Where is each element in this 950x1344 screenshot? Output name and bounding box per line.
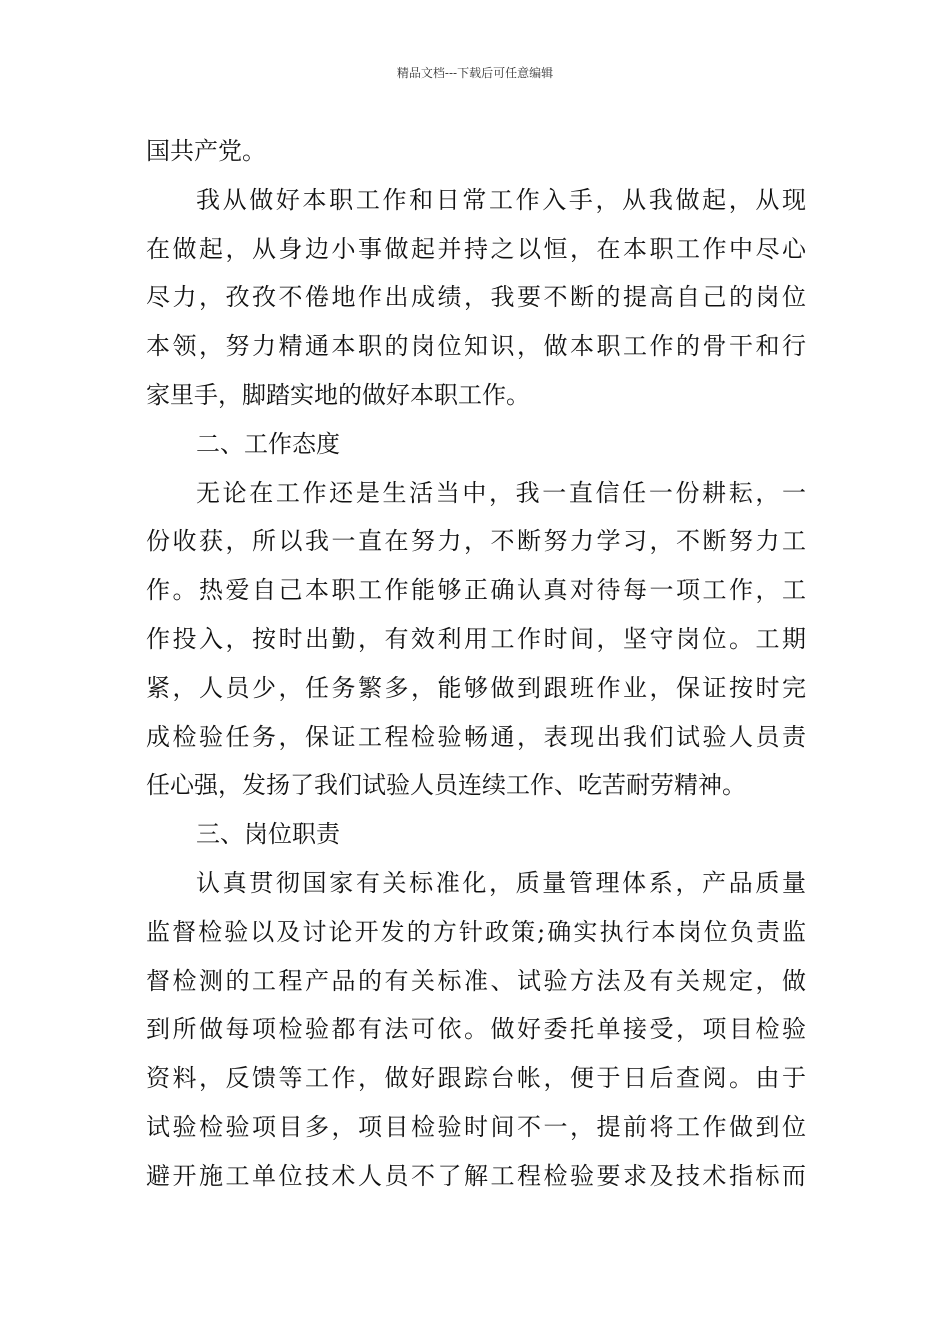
document-body: [146, 127, 806, 1201]
section-heading: 二、工作态度: [196, 429, 340, 458]
text-line: 家里手，脚踏实地的做好本职工作。: [146, 380, 530, 409]
section-heading: 三、岗位职责: [196, 820, 340, 849]
paragraph-first-line: 无论在工作还是生活当中，我一直信任一份耕耘，一: [196, 478, 806, 507]
paragraph-first-line: 认真贯彻国家有关标准化，质量管理体系，产品质量: [196, 868, 806, 897]
page-header: 精品文档---下载后可任意编辑: [396, 66, 554, 80]
text-line: 成检验任务，保证工程检验畅通，表现出我们试验人员责: [146, 722, 806, 751]
text-line: 国共产党。: [146, 137, 266, 165]
text-line: 试验检验项目多，项目检验时间不一，提前将工作做到位: [146, 1112, 806, 1141]
text-line: 作投入，按时出勤，有效利用工作时间，坚守岗位。工期: [146, 624, 806, 653]
text-line: 尽力，孜孜不倦地作出成绩，我要不断的提高自己的岗位: [146, 283, 806, 312]
text-line: 避开施工单位技术人员不了解工程检验要求及技术指标而: [146, 1161, 806, 1190]
text-line: 紧，人员少，任务繁多，能够做到跟班作业，保证按时完: [146, 673, 806, 702]
text-line: 在做起，从身边小事做起并持之以恒，在本职工作中尽心: [146, 234, 806, 263]
text-line: 份收获，所以我一直在努力，不断努力学习，不断努力工: [146, 527, 806, 556]
text-line: 监督检验以及讨论开发的方针政策;确实执行本岗位负责监: [146, 917, 806, 946]
paragraph-first-line: 我从做好本职工作和日常工作入手，从我做起，从现: [196, 185, 806, 214]
text-line: 任心强，发扬了我们试验人员连续工作、吃苦耐劳精神。: [146, 771, 746, 800]
text-line: 作。热爱自己本职工作能够正确认真对待每一项工作，工: [146, 576, 806, 605]
text-line: 资料，反馈等工作，做好跟踪台帐，便于日后查阅。由于: [146, 1064, 806, 1093]
text-line: 督检测的工程产品的有关标准、试验方法及有关规定，做: [146, 966, 806, 995]
text-line: 本领，努力精通本职的岗位知识，做本职工作的骨干和行: [146, 332, 806, 361]
text-line: 到所做每项检验都有法可依。做好委托单接受，项目检验: [146, 1015, 806, 1044]
